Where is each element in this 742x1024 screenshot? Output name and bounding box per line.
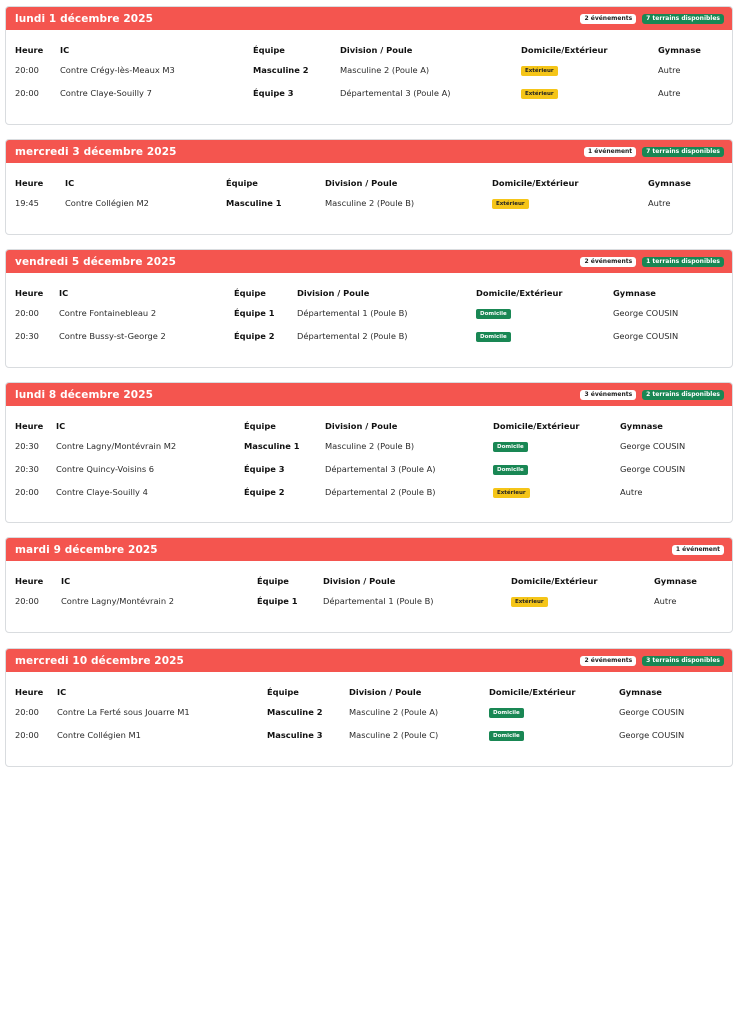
column-header-domicile: Domicile/Extérieur — [492, 177, 579, 188]
match-team: Masculine 3 — [267, 729, 323, 740]
column-header-gymnase: Gymnase — [654, 575, 697, 586]
match-opponent: Contre Fontainebleau 2 — [59, 307, 157, 318]
column-header-gymnase: Gymnase — [658, 44, 701, 55]
match-gym: Autre — [648, 197, 671, 208]
match-gym: George COUSIN — [620, 440, 686, 451]
day-badges — [580, 257, 724, 267]
table-row — [6, 191, 733, 214]
match-time: 20:00 — [15, 729, 39, 740]
away-badge: Extérieur — [521, 89, 558, 99]
day-title: mardi 9 décembre 2025 — [15, 543, 158, 556]
day-card — [5, 249, 733, 368]
match-location-cell — [511, 589, 654, 612]
column-header-heure: Heure — [15, 44, 44, 55]
column-header-ic: IC — [57, 686, 67, 697]
match-team: Masculine 2 — [267, 706, 323, 717]
available-fields-badge: 7 terrains disponibles — [642, 14, 724, 24]
match-division: Masculine 2 (Poule B) — [325, 197, 415, 208]
match-team: Masculine 1 — [226, 197, 282, 208]
match-time: 20:30 — [15, 440, 39, 451]
column-header-heure: Heure — [15, 287, 44, 298]
match-location-cell — [476, 301, 613, 324]
match-division: Départemental 3 (Poule A) — [340, 87, 451, 98]
day-card — [5, 382, 733, 523]
day-badges — [580, 656, 724, 666]
day-title: mercredi 3 décembre 2025 — [15, 145, 177, 158]
column-header-gymnase: Gymnase — [620, 420, 663, 431]
day-title: mercredi 10 décembre 2025 — [15, 654, 184, 667]
column-header-heure: Heure — [15, 575, 44, 586]
match-opponent: Contre Lagny/Montévrain 2 — [61, 595, 175, 606]
match-location-cell — [493, 434, 620, 457]
column-header-ic: IC — [61, 575, 71, 586]
match-team: Masculine 2 — [253, 64, 309, 75]
available-fields-badge: 3 terrains disponibles — [642, 656, 724, 666]
table-header-row — [6, 174, 733, 191]
column-header-heure: Heure — [15, 686, 44, 697]
column-header-division: Division / Poule — [325, 420, 398, 431]
matches-table — [6, 284, 733, 347]
match-time: 20:00 — [15, 595, 39, 606]
table-header-row — [6, 572, 733, 589]
day-badges — [580, 390, 724, 400]
events-count-badge: 3 événements — [580, 390, 636, 400]
match-location-cell — [489, 700, 619, 723]
column-header-heure: Heure — [15, 420, 44, 431]
day-header — [6, 383, 732, 406]
match-gym: Autre — [620, 486, 643, 497]
match-time: 20:30 — [15, 330, 39, 341]
match-gym: Autre — [658, 87, 681, 98]
column-header-domicile: Domicile/Extérieur — [493, 420, 580, 431]
match-team: Équipe 2 — [234, 330, 275, 341]
column-header-gymnase: Gymnase — [613, 287, 656, 298]
match-division: Départemental 1 (Poule B) — [323, 595, 434, 606]
match-team: Masculine 1 — [244, 440, 300, 451]
match-location-cell — [489, 723, 619, 746]
events-count-badge: 1 événement — [584, 147, 636, 157]
column-header-equipe: Équipe — [226, 177, 258, 188]
match-team: Équipe 2 — [244, 486, 285, 497]
column-header-equipe: Équipe — [244, 420, 276, 431]
home-badge: Domicile — [493, 442, 528, 452]
away-badge: Extérieur — [521, 66, 558, 76]
table-header-row — [6, 417, 733, 434]
column-header-gymnase: Gymnase — [619, 686, 662, 697]
table-row — [6, 589, 733, 612]
column-header-equipe: Équipe — [267, 686, 299, 697]
match-location-cell — [521, 58, 658, 81]
table-header-row — [6, 284, 733, 301]
events-count-badge: 2 événements — [580, 656, 636, 666]
match-division: Masculine 2 (Poule A) — [349, 706, 439, 717]
match-opponent: Contre Crégy-lès-Meaux M3 — [60, 64, 175, 75]
match-opponent: Contre Collégien M2 — [65, 197, 149, 208]
match-location-cell — [476, 324, 613, 347]
day-badges — [580, 14, 724, 24]
column-header-division: Division / Poule — [297, 287, 370, 298]
match-division: Masculine 2 (Poule B) — [325, 440, 415, 451]
match-division: Départemental 2 (Poule B) — [297, 330, 408, 341]
available-fields-badge: 1 terrains disponibles — [642, 257, 724, 267]
match-location-cell — [493, 480, 620, 503]
match-time: 20:00 — [15, 87, 39, 98]
match-location-cell — [521, 81, 658, 104]
match-opponent: Contre Quincy-Voisins 6 — [56, 463, 155, 474]
matches-table — [6, 572, 733, 612]
table-row — [6, 301, 733, 324]
column-header-ic: IC — [56, 420, 66, 431]
match-opponent: Contre Lagny/Montévrain M2 — [56, 440, 177, 451]
table-row — [6, 480, 733, 503]
match-time: 20:00 — [15, 307, 39, 318]
match-time: 20:00 — [15, 64, 39, 75]
day-header — [6, 7, 732, 30]
column-header-division: Division / Poule — [325, 177, 398, 188]
column-header-domicile: Domicile/Extérieur — [521, 44, 608, 55]
day-card — [5, 537, 733, 633]
day-title: lundi 8 décembre 2025 — [15, 388, 153, 401]
available-fields-badge: 2 terrains disponibles — [642, 390, 724, 400]
matches-table — [6, 683, 733, 746]
table-header-row — [6, 683, 733, 700]
match-time: 20:30 — [15, 463, 39, 474]
match-time: 19:45 — [15, 197, 39, 208]
home-badge: Domicile — [476, 309, 511, 319]
column-header-gymnase: Gymnase — [648, 177, 691, 188]
table-row — [6, 434, 733, 457]
match-gym: Autre — [658, 64, 681, 75]
column-header-division: Division / Poule — [323, 575, 396, 586]
day-card — [5, 139, 733, 235]
match-opponent: Contre Bussy-st-George 2 — [59, 330, 166, 341]
column-header-division: Division / Poule — [349, 686, 422, 697]
column-header-ic: IC — [59, 287, 69, 298]
day-title: vendredi 5 décembre 2025 — [15, 255, 177, 268]
match-gym: George COUSIN — [620, 463, 686, 474]
home-badge: Domicile — [489, 708, 524, 718]
column-header-ic: IC — [60, 44, 70, 55]
match-gym: George COUSIN — [619, 706, 685, 717]
day-card — [5, 648, 733, 767]
matches-table — [6, 417, 733, 503]
home-badge: Domicile — [489, 731, 524, 741]
events-count-badge: 1 événement — [672, 545, 724, 555]
match-opponent: Contre La Ferté sous Jouarre M1 — [57, 706, 190, 717]
events-count-badge: 2 événements — [580, 14, 636, 24]
match-gym: George COUSIN — [613, 330, 679, 341]
day-title: lundi 1 décembre 2025 — [15, 12, 153, 25]
matches-table — [6, 41, 733, 104]
column-header-domicile: Domicile/Extérieur — [511, 575, 598, 586]
match-team: Équipe 3 — [244, 463, 285, 474]
column-header-equipe: Équipe — [234, 287, 266, 298]
day-header — [6, 140, 732, 163]
matches-table — [6, 174, 733, 214]
match-gym: Autre — [654, 595, 677, 606]
column-header-equipe: Équipe — [253, 44, 285, 55]
match-division: Départemental 3 (Poule A) — [325, 463, 436, 474]
available-fields-badge: 7 terrains disponibles — [642, 147, 724, 157]
match-division: Départemental 1 (Poule B) — [297, 307, 408, 318]
match-time: 20:00 — [15, 486, 39, 497]
away-badge: Extérieur — [492, 199, 529, 209]
day-header — [6, 538, 732, 561]
column-header-equipe: Équipe — [257, 575, 289, 586]
match-location-cell — [493, 457, 620, 480]
column-header-division: Division / Poule — [340, 44, 413, 55]
table-header-row — [6, 41, 733, 58]
home-badge: Domicile — [493, 465, 528, 475]
table-row — [6, 700, 733, 723]
table-row — [6, 324, 733, 347]
home-badge: Domicile — [476, 332, 511, 342]
match-opponent: Contre Claye-Souilly 4 — [56, 486, 148, 497]
match-gym: George COUSIN — [613, 307, 679, 318]
match-team: Équipe 1 — [257, 595, 298, 606]
column-header-domicile: Domicile/Extérieur — [476, 287, 563, 298]
match-location-cell — [492, 191, 648, 214]
table-row — [6, 81, 733, 104]
match-team: Équipe 1 — [234, 307, 275, 318]
day-badges — [672, 545, 724, 555]
match-division: Masculine 2 (Poule C) — [349, 729, 439, 740]
match-gym: George COUSIN — [619, 729, 685, 740]
table-row — [6, 457, 733, 480]
match-division: Masculine 2 (Poule A) — [340, 64, 430, 75]
column-header-ic: IC — [65, 177, 75, 188]
match-time: 20:00 — [15, 706, 39, 717]
day-header — [6, 649, 732, 672]
match-opponent: Contre Claye-Souilly 7 — [60, 87, 152, 98]
day-card — [5, 6, 733, 125]
table-row — [6, 58, 733, 81]
away-badge: Extérieur — [493, 488, 530, 498]
day-header — [6, 250, 732, 273]
match-opponent: Contre Collégien M1 — [57, 729, 141, 740]
match-division: Départemental 2 (Poule B) — [325, 486, 436, 497]
day-badges — [584, 147, 724, 157]
events-count-badge: 2 événements — [580, 257, 636, 267]
column-header-domicile: Domicile/Extérieur — [489, 686, 576, 697]
match-team: Équipe 3 — [253, 87, 294, 98]
away-badge: Extérieur — [511, 597, 548, 607]
table-row — [6, 723, 733, 746]
column-header-heure: Heure — [15, 177, 44, 188]
